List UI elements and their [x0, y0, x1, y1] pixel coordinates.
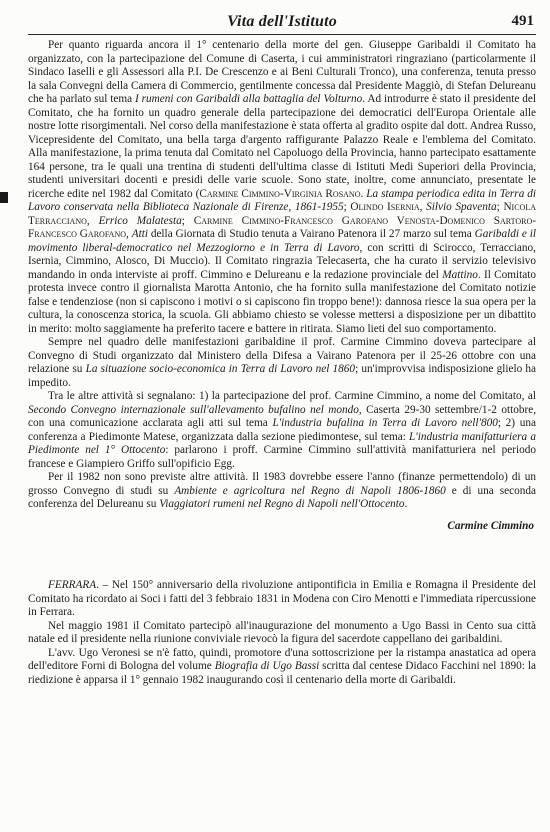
caserta-paragraph-1 [28, 39, 536, 336]
text: . Il Comitato protesta invece contro il giornalista Marotta Antonio, che ha fornito sulla manifestazione del Comitato notizie false e tendenziose (non si capiscono i motivi o si capiscono fin troppo bene!): dannosa riesce la sua opera per la cultura, la conoscenza storica, la scuola. Gli abbiamo chiesto se volesse mettersi a disposizione per un dibattito in merito: molto saggiamente ha preferito tacere e battere in ritirata. Siamo lieti del suo comportamento. [28, 268, 537, 335]
conference-title: Ambiente e agricoltura nel Regno di Napoli 1806-1860 [174, 484, 446, 497]
page-header [28, 10, 536, 35]
publication-title: Silvio Spaventa [426, 201, 497, 213]
margin-mark [0, 192, 8, 203]
ferrara-paragraph-2: Nel maggio 1981 il Comitato partecipò all'inaugurazione del monumento a Ugo Bassi in Cento sua città natale ed il presidente nella riunione conviviale rievocò la figura del sacerdote cappellano dei garibaldini. [28, 619, 536, 645]
text: L'avv. Ugo Veronesi se n'è fatto, quindi, promotore d'una sottoscrizione per la ristampa anastatica ad opera dell'editore Forni di Bologna del volume [28, 646, 536, 672]
text: scritta dal centese Didaco Facchini nel 1890: la riedizione è apparsa il 1° gennaio 1982 inaugurando così il centenario della morte di Garibaldi. [28, 660, 537, 686]
publication-title: La stampa periodica edita in Terra di Lavoro conservata nella Biblioteca Nazionale di Firenze, 1861-1955 [28, 187, 537, 213]
text: , [86, 214, 99, 227]
author-names: Olindo Isernia [350, 201, 420, 213]
author-names: Nicola Terracciano [28, 201, 537, 227]
text: della Giornata di Studio tenuta a Vairano Patenora il 27 marzo sul tema [147, 228, 475, 240]
conference-title: Secondo Convegno internazionale sull'allevamento bufalino nel mondo [28, 403, 359, 416]
text: Per il 1982 non sono previste altre attività. Il 1983 dovrebbe essere l'anno (finanze permettendolo) di un grosso Convegno di studi su [28, 471, 536, 497]
publication-title: Atti [131, 228, 148, 240]
text: , con scritti di Scirocco, Terracciano, Isernia, Cimmino, Alosco, Di Muccio). Il Comitato ringrazia Telecaserta, che ha curato il servizio televisivo mandando in onda interviste ai proff. Cimmino e Delureanu e la redazione provinciale del [28, 241, 536, 281]
lecture-title: Viaggiatori rumeni nel Regno di Napoli nell'Ottocento [159, 498, 405, 510]
section-gap [28, 533, 536, 579]
text: ; [343, 201, 351, 213]
lecture-title: I rumeni con Garibaldi alla battaglia del Volturno [135, 93, 363, 105]
text: ; [496, 201, 504, 213]
author-names: Carmine Cimmino-Virginia Rosano [199, 187, 361, 200]
publication-title: Garibaldi e il movimento liberal-democratico nel Mezzogiorno e in Terra di Lavoro [28, 228, 537, 254]
running-title: Vita dell'Istituto [227, 13, 337, 30]
caserta-paragraph-3 [28, 390, 536, 471]
lecture-title: L'industria manifatturiera a Piedimonte nel 1° Ottocento [28, 430, 536, 456]
ferrara-paragraph-3 [28, 647, 536, 688]
lecture-title: La situazione socio-economica in Terra di Lavoro nel 1860 [85, 363, 356, 375]
caserta-paragraph-4 [28, 471, 536, 512]
text: . [360, 187, 367, 200]
text: . – Nel 150° anniversario della rivoluzione antipontificia in Emilia e Romagna il Presidente del Comitato ha ricordato ai Soci i fatti del 3 febbraio 1831 in Modena con Ciro Menotti e l'immediata ripercussione in Ferrara. [28, 579, 536, 618]
text: : parlarono i proff. Carmine Cimmino sull'attività manifatturiera nel periodo francese e Giampiero Griffo sull'opificio Egg. [28, 444, 537, 470]
book-title: Biografia di Ugo Bassi [214, 660, 320, 672]
page-number: 491 [511, 13, 534, 29]
text: . [404, 498, 408, 510]
text: ; un'improvvisa indisposizione glielo ha impedito. [28, 363, 536, 389]
caserta-paragraph-2 [28, 336, 536, 390]
publication-title: Errico Malatesta [98, 214, 182, 227]
text: Per quanto riguarda ancora il 1° centenario della morte del gen. Giuseppe Garibaldi il Comitato ha organizzato, con la partecipazione del Comune di Caserta, i cui amministratori ringraziano (particolarmente il Sindaco Iaselli e gli Assessori alla P.I. De Crescenzo e ai Beni Culturali Tronco), una conferenza, tenuta presso la sala Convegni della Camera di Commercio, gentilmente concessa dal Presidente Maggiò, di Stefan Delureanu che ha parlato sul tema [28, 39, 536, 105]
text: , [419, 201, 427, 213]
text: e di una seconda conferenza del Delureanu su [28, 484, 536, 510]
text: . Ad introdurre è stato il presidente del Comitato, che ha fornito un quadro generale della partecipazione dei democratici dell'Europa Orientale alle nostre lotte risorgimentali. Nel corso della manifestazione è stata offerta al gradito ospite dal dott. Andrea Russo, Vicepresidente del Comitato, una bella targa d'argento raffigurante Palazzo Reale e l'emblema del Comitato. Alla manifestazione, la prima tenuta dal Comitato nel Capoluogo della Provincia, hanno partecipato esattamente 164 persone, tra le quali una trentina di studenti dell'ultima classe di Istituti Medi Superiori della Provincia, studenti universitari docenti e presidi delle varie scuole. Sono state, inoltre, come annunciato, presentate le ricerche edite nel 1982 dal Comitato ( [28, 93, 536, 200]
text: , Caserta 29-30 settembre/1-2 ottobre, con una comunicazione acclarata agli atti sul tema [28, 403, 537, 429]
author-signature: Carmine Cimmino [447, 519, 534, 532]
author-names: Carmine Cimmino-Francesco Garofano Venosta-Domenico Sartoro-Francesco Garofano [28, 214, 537, 240]
document-body [28, 39, 536, 687]
place-heading: FERRARA [48, 579, 97, 591]
text: Sempre nel quadro delle manifestazioni garibaldine il prof. Carmine Cimmino doveva partecipare al Convegno di Studi organizzato dal Ministero della Difesa a Vairano Patenora per il 25-26 ottobre con una relazione su [28, 336, 536, 375]
text: Tra le altre attività si segnalano: 1) la partecipazione del prof. Carmine Cimmino, a nome del Comitato, al [48, 390, 536, 402]
text: ; 2) una conferenza a Piedimonte Matese, organizzata dalla sezione piedimontese, sul tema: [28, 417, 536, 443]
text: , [126, 228, 132, 240]
ferrara-paragraph-1 [28, 579, 536, 620]
lecture-title: L'industria bufalina in Terra di Lavoro nell'800 [272, 417, 498, 429]
text: ; [181, 214, 194, 227]
newspaper-title: Mattino [442, 268, 478, 281]
